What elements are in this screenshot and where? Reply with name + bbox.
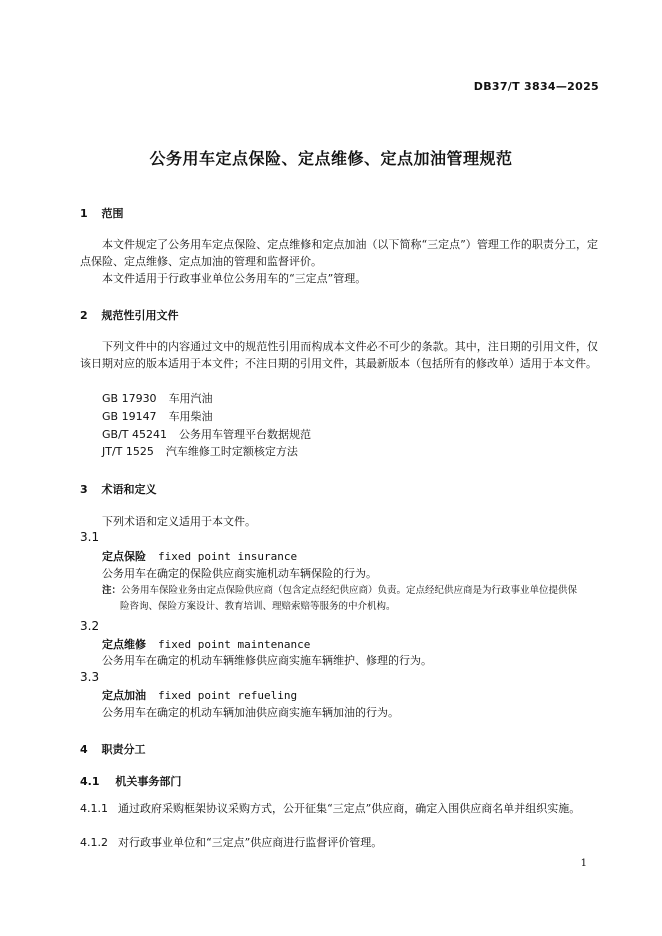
term-note-continued: 险咨询、保险方案设计、教育培训、理赔索赔等服务的中介机构。 [120, 601, 396, 612]
section-4-heading [80, 741, 146, 757]
clause-4-1-2: 4.1.2 对行政事业单位和“三定点”供应商进行监督评价管理。 [80, 836, 383, 849]
term-definition: 公务用车在确定的机动车辆加油供应商实施车辆加油的行为。 [102, 706, 399, 719]
section-1-heading [80, 205, 124, 221]
section-title: 规范性引用文件 [101, 309, 179, 322]
term-definition: 公务用车在确定的机动车辆维修供应商实施车辆维护、修理的行为。 [102, 654, 432, 667]
section-2-heading [80, 307, 179, 323]
section-title: 范围 [101, 207, 124, 220]
reference-item: JT/T 1525 汽车维修工时定额核定方法 [102, 445, 298, 458]
page-title: 公务用车定点保险、定点维修、定点加油管理规范 [149, 149, 513, 168]
term-number: 3.2 [80, 619, 100, 633]
reference-item: GB 17930 车用汽油 [102, 392, 213, 405]
section-number: 2 [80, 309, 88, 322]
section-title: 职责分工 [101, 743, 146, 756]
subsection-title: 机关事务部门 [115, 775, 182, 788]
page-number: 1 [580, 858, 587, 869]
standard-number: DB37/T 3834—2025 [473, 80, 599, 93]
section-3-intro: 下列术语和定义适用于本文件。 [102, 515, 256, 528]
section-1-para-1: 本文件规定了公务用车定点保险、定点维修和定点加油（以下简称“三定点”）管理工作的职责分工，定点保险、定点维修、定点加油的管理和监督评价。 [80, 238, 598, 268]
term-note: 注：公务用车保险业务由定点保险供应商（包含定点经纪供应商）负责。定点经纪供应商是为行政事业单位提供保 [102, 585, 578, 596]
section-number: 3 [80, 483, 88, 496]
clause-4-1-1: 4.1.1 通过政府采购框架协议采购方式，公开征集“三定点”供应商，确定入围供应商名单并组织实施。 [80, 802, 581, 815]
section-number: 4 [80, 743, 88, 756]
term-title: 定点维修 fixed point maintenance [102, 638, 311, 651]
section-number: 1 [80, 207, 88, 220]
term-title: 定点加油 fixed point refueling [102, 689, 298, 702]
section-1-para-2: 本文件适用于行政事业单位公务用车的“三定点”管理。 [102, 272, 367, 285]
reference-item: GB 19147 车用柴油 [102, 410, 213, 423]
term-number: 3.3 [80, 670, 100, 684]
section-title: 术语和定义 [101, 483, 157, 496]
term-title: 定点保险 fixed point insurance [102, 550, 298, 563]
reference-item: GB/T 45241 公务用车管理平台数据规范 [102, 428, 311, 441]
term-number: 3.1 [80, 530, 100, 544]
section-3-heading [80, 481, 157, 497]
subsection-number: 4.1 [80, 775, 100, 788]
subsection-heading [80, 773, 181, 789]
term-definition: 公务用车在确定的保险供应商实施机动车辆保险的行为。 [102, 567, 377, 580]
section-2-para: 下列文件中的内容通过文中的规范性引用而构成本文件必不可少的条款。其中，注日期的引用文件，仅该日期对应的版本适用于本文件；不注日期的引用文件，其最新版本（包括所有的修改单）适用于本文件。 [80, 340, 598, 370]
